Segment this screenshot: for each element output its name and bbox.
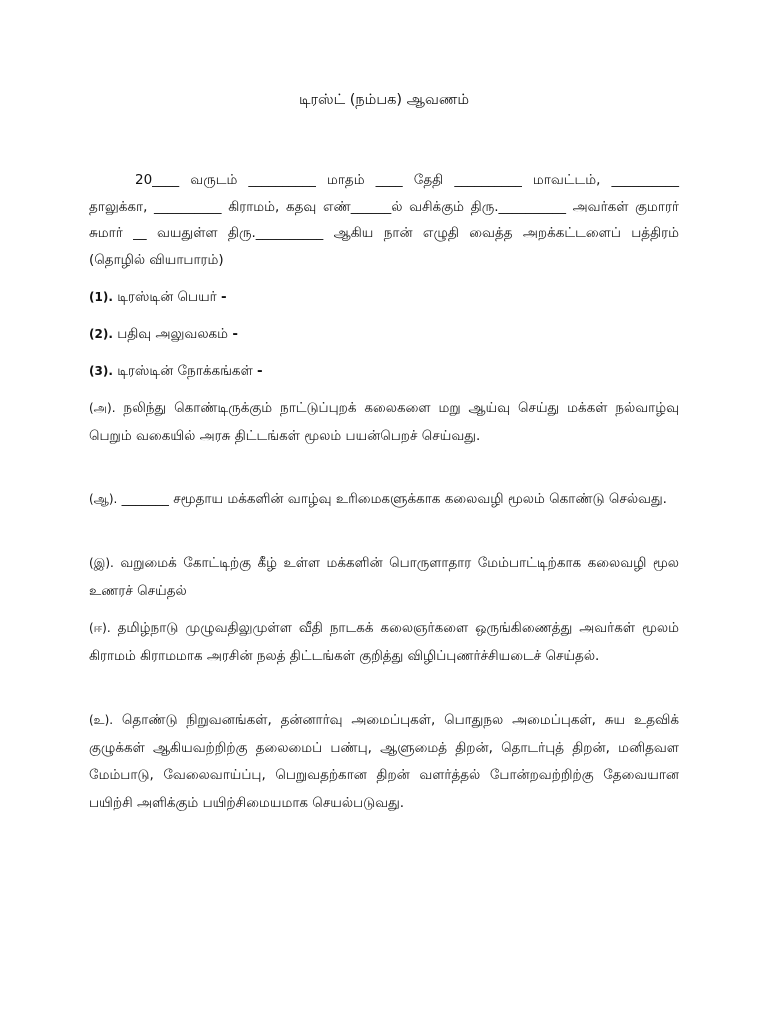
objective-label: (ஆ). bbox=[89, 492, 118, 506]
item-label: டிரஸ்டின் பெயர் bbox=[117, 289, 217, 305]
item-dash: - bbox=[221, 289, 227, 305]
objective-text: தொண்டு நிறுவனங்கள், தன்னார்வு அமைப்புகள், பொதுநல அமைப்புகள், சுய உதவிக் குழுக்கள் ஆகியவற்றிற்கு தலைமைப் பண்பு, ஆளுமைத் திறன், தொடர்புத் திறன், மனிதவள மேம்பாடு, வேலைவாய்ப்பு, பெறுவதற்கான திறன் வளர்த்தல் போன்றவற்றிற்கு தேவையான பயிற்சி அளிக்கும் பயிற்சிமையமாக செயல்படுவது. bbox=[89, 712, 679, 811]
item-number: (2). bbox=[89, 327, 113, 341]
objective-aa bbox=[89, 486, 679, 514]
document-title: டிரஸ்ட் (நம்பக) ஆவணம் bbox=[298, 92, 470, 108]
objective-text: _______ சமூதாய மக்களின் வாழ்வு உரிமைகளுக்காக கலைவழி மூலம் கொண்டு செல்வது. bbox=[121, 491, 667, 507]
item-label: பதிவு அலுவலகம் bbox=[117, 326, 229, 342]
item-number: (1). bbox=[89, 290, 113, 304]
objective-a bbox=[89, 395, 679, 450]
objective-label: (இ). bbox=[89, 556, 114, 570]
objective-i bbox=[89, 550, 679, 605]
objective-label: (அ). bbox=[89, 401, 116, 415]
objective-label: (உ). bbox=[89, 713, 114, 727]
objective-label: (ஈ). bbox=[89, 621, 111, 635]
objective-u bbox=[89, 707, 679, 817]
registered-office-item bbox=[89, 321, 679, 347]
item-number: (3). bbox=[89, 364, 113, 378]
trust-name-item bbox=[89, 284, 679, 310]
objective-text: தமிழ்நாடு முழுவதிலுமுள்ள வீதி நாடகக் கலைஞர்களை ஒருங்கிணைத்து அவர்கள் மூலம் கிராமம் கிராமமாக அரசின் நலத் திட்டங்கள் குறித்து விழிப்புணர்ச்சியடைச் செய்தல். bbox=[89, 620, 680, 664]
intro-text: 20____ வருடம் __________ மாதம் ____ தேதி __________ மாவட்டம், __________ தாலுக்கா, __________ கிராமம், கதவு எண்______ல் வசிக்கும் திரு.__________ அவர்கள் குமாரர் சுமார் __ வயதுள்ள திரு.__________ ஆகிய நான் எழுதி வைத்த அறக்கட்டளைப் பத்திரம் (தொழில் வியாபாரம்) bbox=[89, 172, 679, 268]
item-dash: - bbox=[257, 363, 263, 379]
objective-ii bbox=[89, 615, 679, 670]
item-label: டிரஸ்டின் நோக்கங்கள் bbox=[117, 363, 253, 379]
item-dash: - bbox=[232, 326, 238, 342]
trust-objectives-item bbox=[89, 358, 679, 384]
objective-text: வறுமைக் கோட்டிற்கு கீழ் உள்ள மக்களின் பொருளாதார மேம்பாட்டிற்காக கலைவழி மூல உணரச் செய்தல் bbox=[89, 555, 679, 599]
objective-text: நலிந்து கொண்டிருக்கும் நாட்டுப்புறக் கலைகளை மறு ஆய்வு செய்து மக்கள் நல்வாழ்வு பெறும் வகையில் அரசு திட்டங்கள் மூலம் பயன்பெறச் செய்வது. bbox=[89, 400, 679, 444]
intro-paragraph bbox=[89, 167, 679, 273]
